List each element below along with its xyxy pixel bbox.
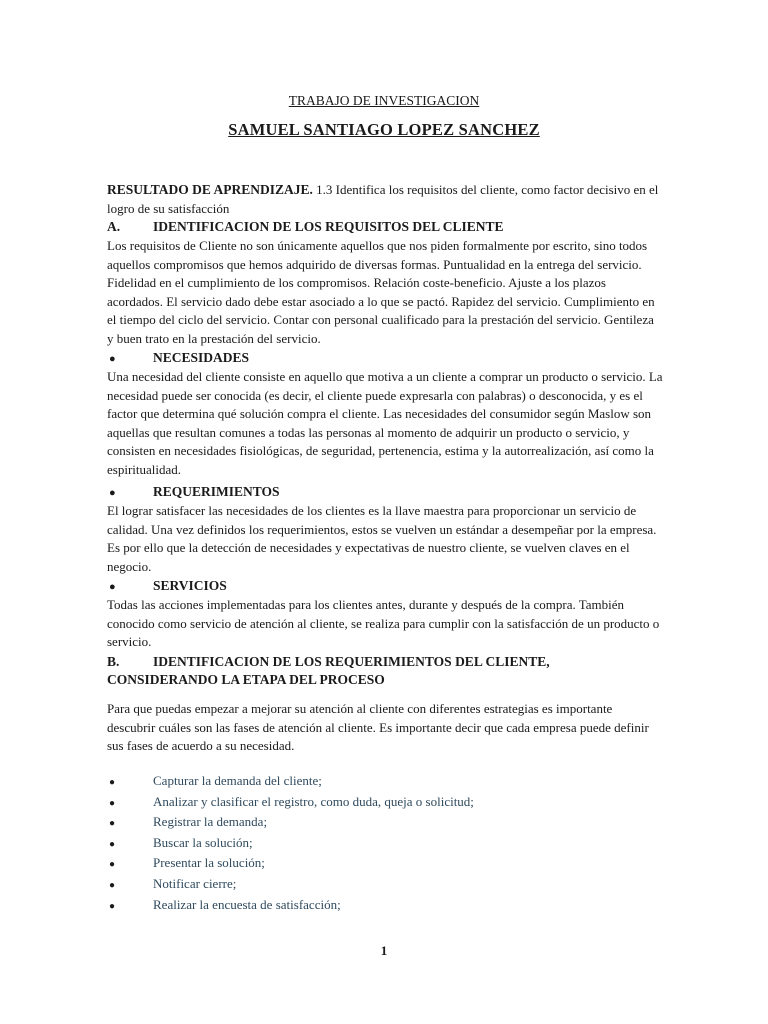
section-b-text: Para que puedas empezar a mejorar su atención al cliente con diferentes estrategias es importante descubrir cuáles son las fases de atención al cliente. Es importante decir que cada empresa puede definir sus fases de acuerdo a su necesidad. — [107, 701, 649, 754]
section-a-marker: A. — [107, 219, 121, 234]
section-a-heading — [107, 218, 667, 237]
process-steps-list — [107, 772, 667, 916]
bullet-icon: ● — [109, 797, 116, 809]
bullet-icon: ● — [109, 900, 116, 912]
servicios-title: SERVICIOS — [153, 578, 227, 593]
resultado-paragraph — [107, 181, 663, 218]
resultado-text: 1.3 Identifica los requisitos del cliente, como factor decisivo en el logro de su satisfacción — [107, 182, 659, 216]
section-b-heading — [107, 653, 667, 672]
necesidades-heading — [107, 349, 667, 369]
requerimientos-text: El lograr satisfacer las necesidades de los clientes es la llave maestra para proporcionar un servicio de calidad. Una vez definidos los requerimientos, estos se vuelven un estándar a desempeñar por la empresa. Es por ello que la detección de necesidades y expectativas de nuestro cliente, se vuelven claves en el negocio. — [107, 503, 657, 574]
author-name: SAMUEL SANTIAGO LOPEZ SANCHEZ — [228, 120, 540, 139]
section-a-title: IDENTIFICACION DE LOS REQUISITOS DEL CLIENTE — [153, 219, 504, 234]
bullet-icon: ● — [109, 777, 116, 788]
resultado-label: RESULTADO DE APRENDIZAJE. — [107, 182, 313, 197]
requerimientos-title: REQUERIMIENTOS — [153, 484, 280, 499]
servicios-text: Todas las acciones implementadas para los clientes antes, durante y después de la compra. También conocido como servicio de atención al cliente, se realiza para cumplir con la satisfacción de un producto o servicio. — [107, 597, 660, 650]
bullet-icon: ● — [109, 353, 116, 365]
list-item: ● Realizar la encuesta de satisfacción; — [107, 896, 667, 917]
bullet-icon: ● — [109, 879, 116, 891]
servicios-heading — [107, 577, 667, 597]
bullet-icon: ● — [109, 859, 116, 871]
section-b-marker: B. — [107, 654, 120, 669]
necesidades-text: Una necesidad del cliente consiste en aquello que motiva a un cliente a comprar un producto o servicio. La necesidad puede ser conocida (es decir, el cliente puede expresarla con palabras) o desconocida, y es el factor que determina qué solución compra el cliente. Las necesidades del consumidor según Maslow son aquellas que resultan comunes a todas las personas al momento de adquirir un producto o servicio, y consisten en necesidades fisiológicas, de seguridad, pertenencia, estima y la autorrealización, así como la espiritualidad. — [107, 369, 663, 477]
list-item: ● Analizar y clasificar el registro, como duda, queja o solicitud; — [107, 793, 667, 814]
necesidades-title: NECESIDADES — [153, 350, 250, 365]
bullet-icon: ● — [109, 838, 116, 850]
page-number: 1 — [380, 943, 388, 958]
bullet-icon: ● — [109, 581, 116, 593]
bullet-icon: ● — [109, 818, 116, 830]
requerimientos-heading — [107, 483, 667, 503]
list-item: ● Registrar la demanda; — [107, 813, 667, 834]
document-title: TRABAJO DE INVESTIGACION — [288, 93, 480, 108]
section-b-title-line2: CONSIDERANDO LA ETAPA DEL PROCESO — [107, 672, 385, 687]
section-a-text: Los requisitos de Cliente no son únicamente aquellos que nos piden formalmente por escrito, sino todos aquellos compromisos que hemos adquirido de diversas formas. Puntualidad en la entrega del servicio. Fidelidad en el cumplimiento de los compromisos. Relación coste-beneficio. Ajuste a los plazos acordados. El servicio dado debe estar asociado a lo que se pactó. Rapidez del servicio. Cumplimiento en el tiempo del ciclo del servicio. Contar con personal cualificado para la prestación del servicio. Gentileza y buen trato en la prestación del servicio. — [107, 238, 655, 346]
list-item: ● Buscar la solución; — [107, 834, 667, 855]
list-item: ● Presentar la solución; — [107, 854, 667, 875]
list-item: ● Capturar la demanda del cliente; — [107, 772, 667, 793]
bullet-icon: ● — [109, 487, 116, 499]
section-b-title-line1: IDENTIFICACION DE LOS REQUERIMIENTOS DEL CLIENTE, — [153, 654, 550, 669]
list-item: ● Notificar cierre; — [107, 875, 667, 896]
